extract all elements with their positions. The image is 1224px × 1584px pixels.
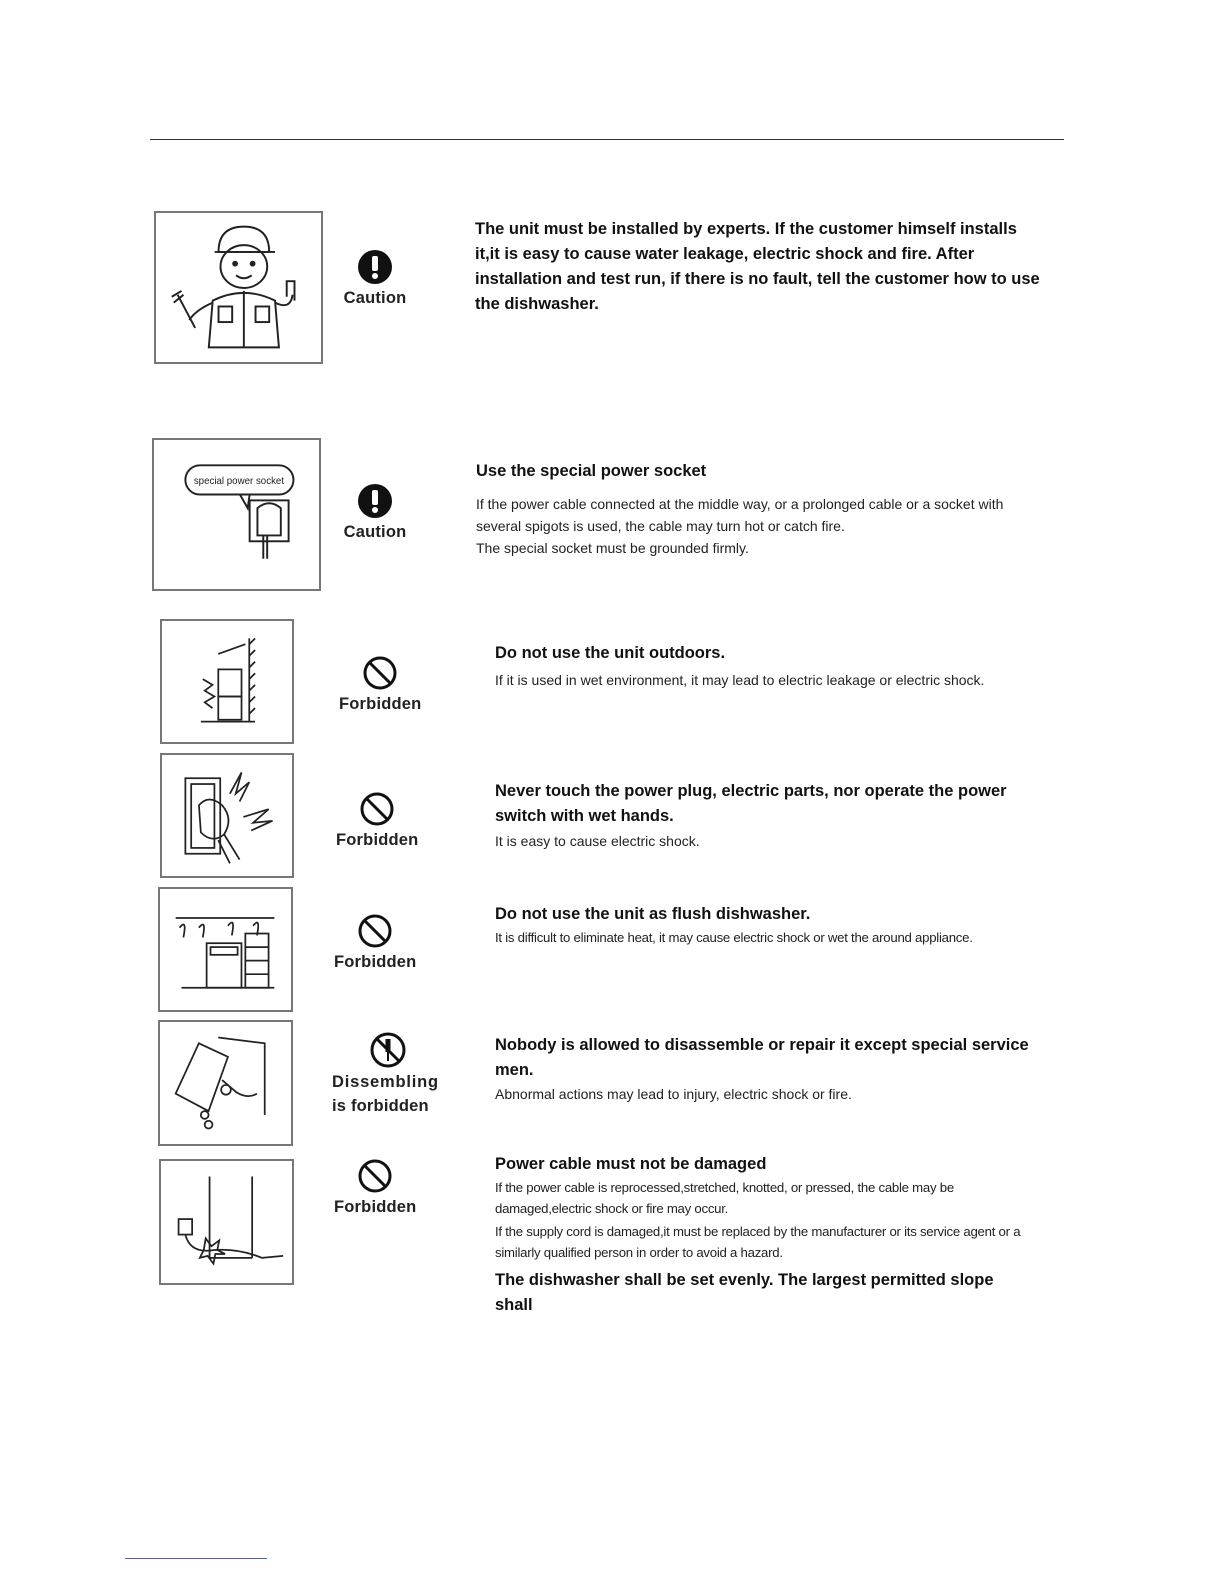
forbidden-symbol-7: [334, 1158, 416, 1217]
footer-rule: [125, 1558, 267, 1559]
prohibition-icon: [357, 1158, 393, 1194]
trailing-line: The dishwasher shall be set evenly. The largest permitted slope shall: [495, 1271, 994, 1314]
no-screwdriver-icon: [369, 1031, 407, 1069]
forbidden-symbol-5: [334, 913, 416, 972]
section-4-body-1: It is easy to cause electric shock.: [495, 833, 700, 849]
section-7-text: [495, 1152, 1035, 1318]
header-rule: [150, 139, 1064, 140]
prohibition-icon: [359, 791, 395, 827]
section-7-body-2: If the supply cord is damaged,it must be replaced by the manufacturer or its service agent or a similarly qualified person in order to avoid a hazard.: [495, 1224, 1021, 1260]
caution-symbol: [338, 249, 412, 308]
section-6-text: [495, 1033, 1043, 1105]
is-forbidden-label: is forbidden: [332, 1097, 429, 1115]
outdoor-illustration: [160, 619, 294, 744]
socket-caption: special power socket: [193, 475, 285, 487]
section-4-heading: Never touch the power plug, electric parts, nor operate the power switch with wet hands.: [495, 782, 1007, 825]
forbidden-label: Forbidden: [336, 831, 419, 849]
power-cable-illustration: [159, 1159, 294, 1285]
section-5-text: [495, 902, 1055, 948]
section-1-text: [475, 217, 1043, 317]
forbidden-label: Forbidden: [339, 695, 422, 713]
section-6-heading: Nobody is allowed to disassemble or repair it except special service men.: [495, 1036, 1029, 1079]
exclamation-icon: [357, 483, 393, 519]
caution-symbol-2: [338, 483, 412, 542]
section-3-body-1: If it is used in wet environment, it may lead to electric leakage or electric shock.: [495, 672, 985, 688]
forbidden-symbol-3: [339, 655, 421, 714]
prohibition-icon: [357, 913, 393, 949]
section-7-body-1: If the power cable is reprocessed,stretched, knotted, or pressed, the cable may be damaged,electric shock or fire may occur.: [495, 1180, 954, 1216]
section-2-text: [476, 459, 1044, 559]
section-1-heading: The unit must be installed by experts. If the customer himself installs it,it is easy to cause water leakage, electric shock and fire. After installation and test run, if there is no fault, tell the customer how to use the dishwasher.: [475, 220, 1040, 313]
forbidden-label: Forbidden: [334, 1198, 417, 1216]
forbidden-label: Forbidden: [334, 953, 417, 971]
power-socket-illustration: [152, 438, 321, 591]
wet-hands-illustration: [160, 753, 294, 878]
section-4-text: [495, 779, 1043, 852]
dissembling-label: Dissembling: [332, 1073, 439, 1091]
prohibition-icon: [362, 655, 398, 691]
section-3-text: [495, 641, 1055, 691]
section-2-heading: Use the special power socket: [476, 462, 707, 480]
disassemble-illustration: [158, 1020, 293, 1146]
section-5-body-1: It is difficult to eliminate heat, it may cause electric shock or wet the around appliance.: [495, 930, 973, 945]
section-3-heading: Do not use the unit outdoors.: [495, 644, 726, 662]
forbidden-symbol-4: [336, 791, 418, 850]
installer-illustration: [154, 211, 323, 364]
section-7-heading: Power cable must not be damaged: [495, 1155, 767, 1173]
section-6-body-1: Abnormal actions may lead to injury, electric shock or fire.: [495, 1086, 852, 1102]
section-2-body-2: The special socket must be grounded firmly.: [476, 540, 749, 556]
section-2-body-1: If the power cable connected at the middle way, or a prolonged cable or a socket with several spigots is used, the cable may turn hot or catch fire.: [476, 496, 1004, 534]
caution-label: Caution: [343, 523, 407, 541]
flush-dishwasher-illustration: [158, 887, 293, 1012]
exclamation-icon: [357, 249, 393, 285]
disassembly-symbol: [332, 1031, 444, 1116]
caution-label: Caution: [343, 289, 407, 307]
section-5-heading: Do not use the unit as flush dishwasher.: [495, 905, 811, 923]
